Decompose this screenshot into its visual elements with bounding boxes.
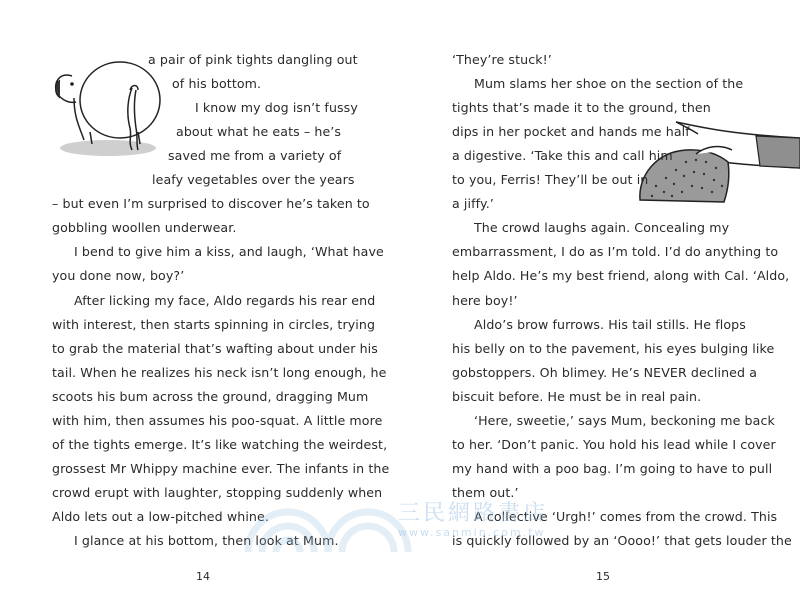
watermark-url: www.sanmin.com.tw <box>398 526 546 539</box>
text-line: tights that’s made it to the ground, then <box>452 100 711 115</box>
text-line: gobbling woollen underwear. <box>52 220 237 235</box>
text-line: help Aldo. He’s my best friend, along with Cal. ‘Aldo, <box>452 268 790 283</box>
text-line: leafy vegetables over the years <box>152 172 355 187</box>
text-line: to you, Ferris! They’ll be out in <box>452 172 649 187</box>
text-line: of the tights emerge. It’s like watching the weirdest, <box>52 437 388 452</box>
text-line: is quickly followed by an ‘Oooo!’ that gets louder the <box>452 533 792 548</box>
watermark-text: 三民網路書店 <box>398 501 549 526</box>
dog-with-tights-icon <box>50 58 165 158</box>
text-line: Mum slams her shoe on the section of the <box>474 76 744 91</box>
text-line: them out.’ <box>452 485 519 500</box>
page-number: 14 <box>196 570 210 583</box>
text-line: tail. When he realizes his neck isn’t long enough, he <box>52 365 387 380</box>
text-line: a digestive. ‘Take this and call him <box>452 148 673 163</box>
text-line: ‘They’re stuck!’ <box>452 52 552 67</box>
text-line: dips in her pocket and hands me half <box>452 124 690 139</box>
text-line: a pair of pink tights dangling out <box>148 52 358 67</box>
text-line: of his bottom. <box>172 76 262 91</box>
text-line: you done now, boy?’ <box>52 268 185 283</box>
text-line: A collective ‘Urgh!’ comes from the crowd. This <box>474 509 778 524</box>
text-line: I glance at his bottom, then look at Mum. <box>74 533 339 548</box>
text-line: I bend to give him a kiss, and laugh, ‘What have <box>74 244 384 259</box>
text-line: crowd erupt with laughter, stopping suddenly when <box>52 485 383 500</box>
text-line: with interest, then starts spinning in circles, trying <box>52 317 376 332</box>
text-line: his belly on to the pavement, his eyes bulging like <box>452 341 775 356</box>
text-line: a jiffy.’ <box>452 196 494 211</box>
text-line: to her. ‘Don’t panic. You hold his lead while I cover <box>452 437 776 452</box>
text-line: with him, then assumes his poo-squat. A little more <box>52 413 383 428</box>
text-line: ‘Here, sweetie,’ says Mum, beckoning me back <box>474 413 775 428</box>
page-number: 15 <box>596 570 610 583</box>
text-line: saved me from a variety of <box>168 148 342 163</box>
text-line: biscuit before. He must be in real pain. <box>452 389 702 404</box>
text-line: scoots his bum across the ground, dragging Mum <box>52 389 369 404</box>
text-line: about what he eats – he’s <box>176 124 342 139</box>
text-line: The crowd laughs again. Concealing my <box>474 220 730 235</box>
text-line: Aldo’s brow furrows. His tail stills. He flops <box>474 317 746 332</box>
text-line: embarrassment, I do as I’m told. I’d do anything to <box>452 244 779 259</box>
text-line: After licking my face, Aldo regards his rear end <box>74 293 376 308</box>
text-line: Aldo lets out a low-pitched whine. <box>52 509 269 524</box>
text-line: I know my dog isn’t fussy <box>195 100 358 115</box>
text-line: my hand with a poo bag. I’m going to have to pull <box>452 461 773 476</box>
text-line: gobstoppers. Oh blimey. He’s NEVER declined a <box>452 365 758 380</box>
text-line: here boy!’ <box>452 293 518 308</box>
text-line: – but even I’m surprised to discover he’s taken to <box>52 196 370 211</box>
text-line: grossest Mr Whippy machine ever. The infants in the <box>52 461 390 476</box>
text-line: to grab the material that’s wafting about under his <box>52 341 378 356</box>
